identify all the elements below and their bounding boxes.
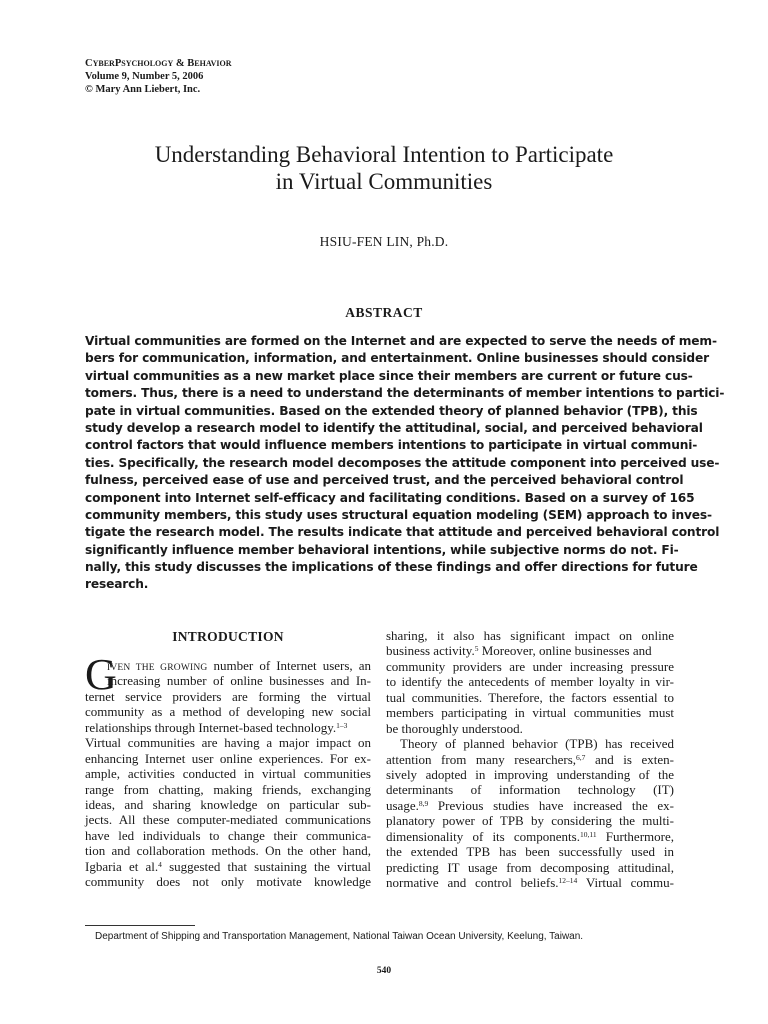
body-line: usage.$^{8,9}$ Previous studies have increased the ex- xyxy=(386,797,674,813)
page-number: 540 xyxy=(376,966,392,976)
abstract-line: tigate the research model. The results indicate that attitude and perceived behavioral control xyxy=(85,525,720,540)
abstract-line: Virtual communities are formed on the Internet and are expected to serve the needs of mem- xyxy=(85,334,717,348)
intro-first-paragraph xyxy=(85,650,372,890)
abstract-line: ties. Specifically, the research model decomposes the attitude component into perceived use- xyxy=(85,455,720,470)
body-line: Virtual communities are having a major impact on xyxy=(85,735,371,751)
citation: 12–14 xyxy=(558,876,578,885)
body-line: determinants of information technology (IT) xyxy=(386,782,674,798)
title-line: in Virtual Communities xyxy=(275,169,493,194)
citation: 5 xyxy=(474,644,479,654)
body-line: IVEN THE GROWING number of Internet users, an xyxy=(107,658,372,673)
footnote-divider xyxy=(85,925,195,926)
journal-volume: Volume 9, Number 5, 2006 xyxy=(85,71,204,82)
citation: 10,11 xyxy=(579,829,597,839)
abstract-body xyxy=(85,333,725,594)
body-line: Theory of planned behavior (TPB) has received xyxy=(400,736,674,752)
paper-title xyxy=(0,141,768,195)
body-line: planatory power of TPB by considering the multi- xyxy=(386,813,674,829)
abstract-line: fulness, perceived ease of use and perceived trust, and the perceived behavioral control xyxy=(85,473,684,488)
abstract-line: bers for communication, information, and entertainment. Online businesses should consider xyxy=(85,351,709,366)
body-line: ideas, and sharing knowledge on particular sub- xyxy=(85,796,371,812)
body-line: to identify the antecedents of member loyalty in vir- xyxy=(386,674,674,690)
abstract-line: tomers. Thus, there is a need to understand the determinants of member intentions to partici- xyxy=(85,386,725,401)
body-line: dimensionality of its components.$^{10,11}$ Furthermore, xyxy=(386,828,674,844)
body-line: relationships through Internet-based technology.$^{1-3}$ xyxy=(85,719,348,735)
citation: 8,9 xyxy=(418,798,429,808)
body-line: ample, activities conducted in virtual communities xyxy=(85,766,371,782)
body-line: community as a method of developing new social xyxy=(85,704,371,720)
journal-name: CYBERPSYCHOLOGY & BEHAVIOR xyxy=(85,58,232,69)
body-line: the extended TPB has been successfully used in xyxy=(386,844,674,860)
body-line: ternet service providers are forming the virtual xyxy=(85,688,371,704)
body-line: tual communities. Therefore, the factors essential to xyxy=(386,689,674,705)
body-line: tion and collaboration methods. On the other hand, xyxy=(85,843,371,859)
body-line: enhancing Internet user online experiences. For ex- xyxy=(85,750,371,766)
abstract-line: virtual communities as a new market place since their members are current or future cus- xyxy=(85,368,693,383)
body-line: sively adopted in improving understanding of the xyxy=(386,766,674,782)
citation: 1–3 xyxy=(336,720,348,730)
author-name: HSIU-FEN LIN, Ph.D. xyxy=(319,234,449,249)
body-line: business activity.$^5$ Moreover, online businesses and xyxy=(386,643,652,659)
author-affiliation-footnote: Department of Shipping and Transportation Management, National Taiwan Ocean University, Keelung, Taiwan. xyxy=(95,931,584,942)
drop-cap: G xyxy=(85,650,117,699)
abstract-line: pate in virtual communities. Based on the extended theory of planned behavior (TPB), this xyxy=(85,403,698,418)
left-column xyxy=(85,628,371,890)
body-line: range from chatting, making friends, exchanging xyxy=(85,781,371,797)
body-line: attention from many researchers,$^{6,7}$ and is exten- xyxy=(386,751,675,767)
body-line: increasing number of online businesses and In- xyxy=(107,673,371,689)
abstract-line: significantly influence member behavioral intentions, while subjective norms do not. Fi- xyxy=(85,542,679,557)
body-line: sharing, it also has significant impact on online xyxy=(386,628,674,643)
body-line: have led individuals to change their communica- xyxy=(85,827,371,843)
introduction-heading: INTRODUCTION xyxy=(172,629,284,644)
body-line: community does not only motivate knowledge xyxy=(85,874,371,890)
body-line: community providers are under increasing pressure xyxy=(386,658,674,674)
body-line: Igbaria et al.$^4$ suggested that sustaining the virtual xyxy=(85,858,372,874)
title-line: Understanding Behavioral Intention to Participate xyxy=(154,142,614,167)
journal-header xyxy=(85,57,231,96)
abstract-line: control factors that would influence members intentions to participate in virtual communi- xyxy=(85,438,698,453)
body-line: normative and control beliefs.$^{12-14}$ Virtual commu- xyxy=(386,875,674,890)
abstract-line: study develop a research model to identify the attitudinal, social, and perceived behavioral xyxy=(85,420,703,435)
small-caps-lead: IVEN THE GROWING xyxy=(107,663,208,673)
abstract-line: community members, this study uses structural equation modeling (SEM) approach to inves- xyxy=(85,507,712,522)
abstract-heading: ABSTRACT xyxy=(345,305,423,320)
body-line: jects. All these computer-mediated communications xyxy=(85,812,371,828)
right-column xyxy=(386,628,674,890)
abstract-line: component into Internet self-efficacy and facilitating conditions. Based on a survey of 165 xyxy=(85,490,695,505)
body-line: predicting IT usage from decomposing attitudinal, xyxy=(386,859,674,875)
body-line: be thoroughly understood. xyxy=(386,720,523,736)
body-line: members participating in virtual communities must xyxy=(386,705,674,721)
abstract-line: research. xyxy=(85,577,149,592)
citation: 4 xyxy=(158,859,162,869)
citation: 6,7 xyxy=(576,752,586,762)
journal-copyright: © Mary Ann Liebert, Inc. xyxy=(85,84,201,95)
abstract-line: nally, this study discusses the implications of these findings and offer directions for future xyxy=(85,560,698,575)
